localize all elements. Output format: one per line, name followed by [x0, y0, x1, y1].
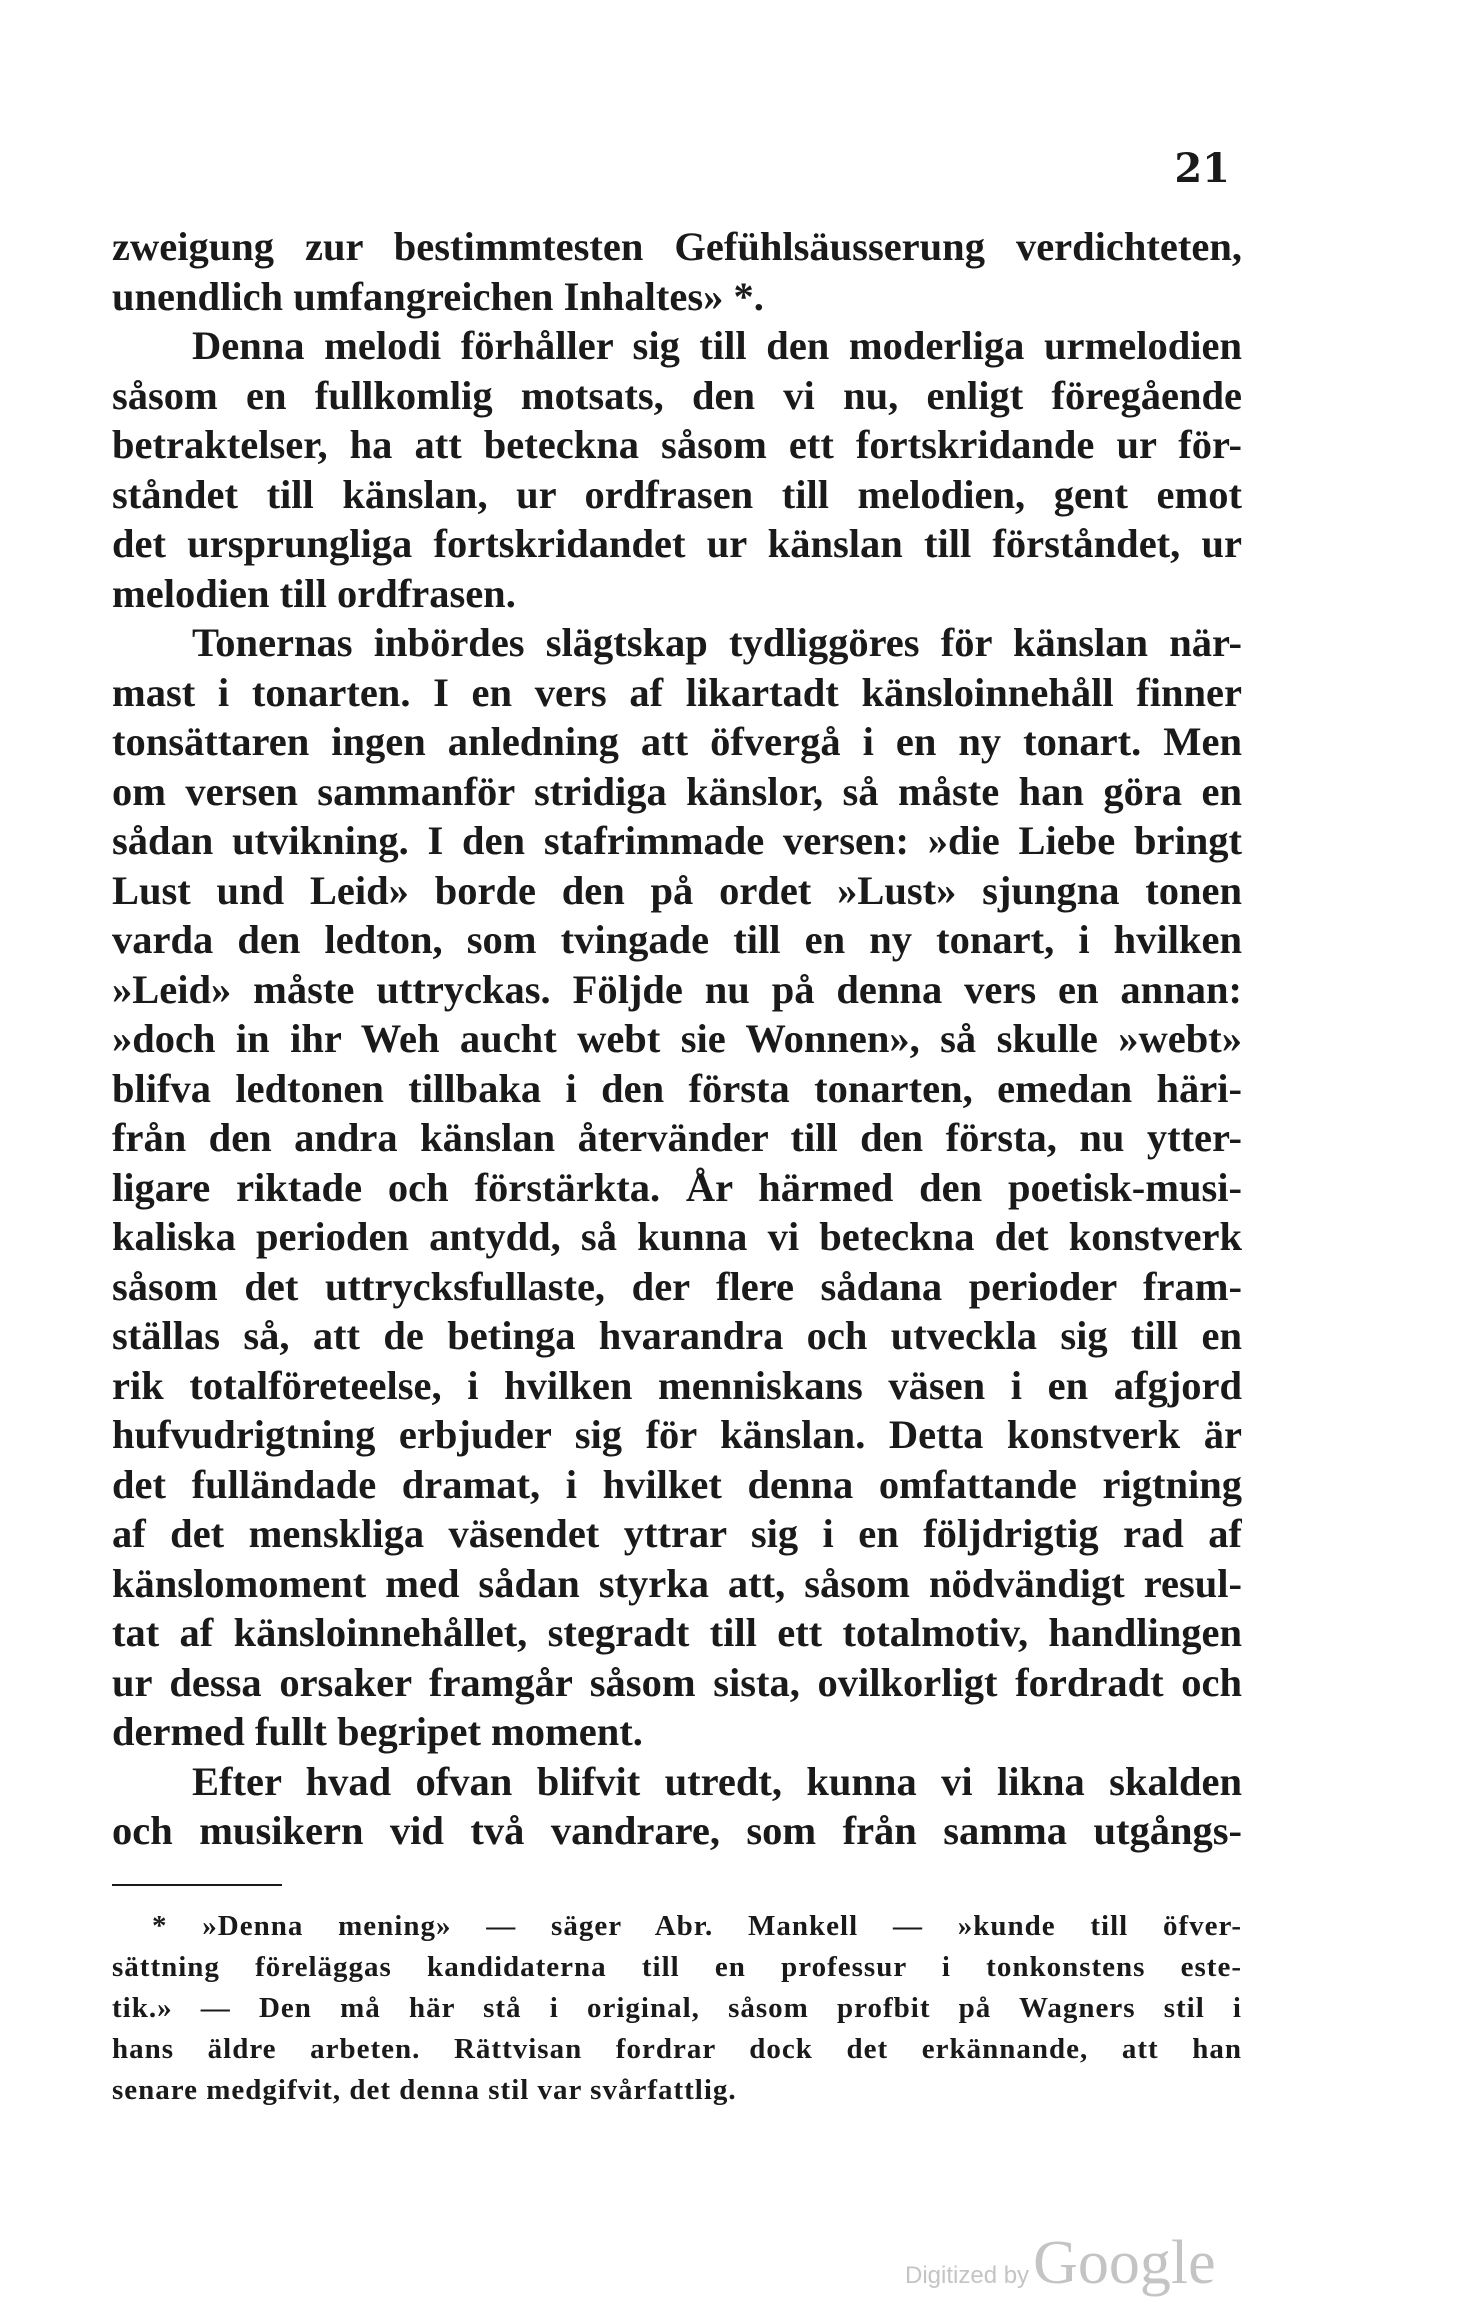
text-line: ställas så, att de betinga hvarandra och utveckla sig till en [112, 1313, 1242, 1358]
text-line: dermed fullt begripet moment. [112, 1709, 643, 1754]
text-line: »doch in ihr Weh aucht webt sie Wonnen», så skulle »webt» [112, 1016, 1242, 1061]
text-line: kaliska perioden antydd, så kunna vi beteckna det konstverk [112, 1214, 1242, 1259]
text-line: melodien till ordfrasen. [112, 570, 516, 616]
text-line: från den andra känslan återvänder till den första, nu ytter- [112, 1115, 1242, 1160]
text-line: betraktelser, ha att beteckna såsom ett fortskridande ur för- [112, 422, 1242, 467]
text-line: varda den ledton, som tvingade till en ny tonart, i hvilken [112, 917, 1242, 962]
text-line: Denna melodi förhåller sig till den moderliga urmelodien [192, 323, 1242, 368]
text-line: tat af känsloinnehållet, stegradt till ett totalmotiv, handlingen [112, 1610, 1242, 1655]
body-text [112, 222, 1242, 1856]
page-number: 21 [1174, 145, 1230, 192]
text-line: »Leid» måste uttryckas. Följde nu på denna vers en annan: [112, 966, 1242, 1012]
footnote-separator [112, 1884, 282, 1886]
text-line: ligare riktade och förstärkta. År härmed den poetisk-musi- [112, 1164, 1242, 1210]
footnote-line: hans äldre arbeten. Rättvisan fordrar dock det erkännande, att han [112, 2033, 1242, 2065]
footnote-line: senare medgifvit, det denna stil var svårfattlig. [112, 2074, 737, 2106]
text-line: ur dessa orsaker framgår såsom sista, ovilkorligt fordradt och [112, 1659, 1242, 1705]
text-line: af det menskliga väsendet yttrar sig i en följdrigtig rad af [112, 1511, 1242, 1556]
text-line: såsom en fullkomlig motsats, den vi nu, enligt föregående [112, 372, 1242, 418]
digitized-by-google-watermark [905, 2228, 1235, 2298]
text-line: zweigung zur bestimmtesten Gefühlsäusserung verdichteten, [112, 224, 1242, 269]
text-line: hufvudrigtning erbjuder sig för känslan. Detta konstverk är [112, 1412, 1242, 1457]
text-line: Tonernas inbördes slägtskap tydliggöres för känslan när- [192, 620, 1242, 665]
watermark-prefix: Digitized by [905, 2262, 1030, 2289]
text-line: unendlich umfangreichen Inhaltes» *. [112, 273, 764, 319]
text-line: Efter hvad ofvan blifvit utredt, kunna vi likna skalden [192, 1758, 1242, 1804]
footnotes [112, 1906, 1242, 2111]
footnote-line: tik.» — Den må här stå i original, såsom profbit på Wagners stil i [112, 1992, 1242, 2024]
text-line: och musikern vid två vandrare, som från samma utgångs- [112, 1808, 1242, 1853]
footnote-line: * »Denna mening» — säger Abr. Mankell — »kunde till öfver- [152, 1910, 1242, 1942]
text-line: sådan utvikning. I den stafrimmade versen: »die Liebe bringt [112, 818, 1242, 863]
footnote-line: sättning föreläggas kandidaterna till en professur i tonkonstens este- [112, 1951, 1242, 1983]
text-line: det fulländade dramat, i hvilket denna omfattande rigtning [112, 1461, 1242, 1507]
text-line: känslomoment med sådan styrka att, såsom nödvändigt resul- [112, 1560, 1242, 1606]
text-line: om versen sammanför stridiga känslor, så måste han göra en [112, 768, 1242, 814]
text-line: Lust und Leid» borde den på ordet »Lust» sjungna tonen [112, 867, 1242, 913]
text-line: det ursprungliga fortskridandet ur känslan till förståndet, ur [112, 521, 1242, 566]
text-line: såsom det uttrycksfullaste, der flere sådana perioder fram- [112, 1263, 1242, 1309]
text-line: blifva ledtonen tillbaka i den första tonarten, emedan häri- [112, 1065, 1242, 1111]
text-line: ståndet till känslan, ur ordfrasen till melodien, gent emot [112, 471, 1242, 517]
watermark-brand: Google [1033, 2229, 1216, 2297]
text-line: rik totalföreteelse, i hvilken menniskans väsen i en afgjord [112, 1362, 1242, 1408]
text-line: tonsättaren ingen anledning att öfvergå i en ny tonart. Men [112, 719, 1242, 764]
text-line: mast i tonarten. I en vers af likartadt känsloinnehåll finner [112, 669, 1242, 715]
